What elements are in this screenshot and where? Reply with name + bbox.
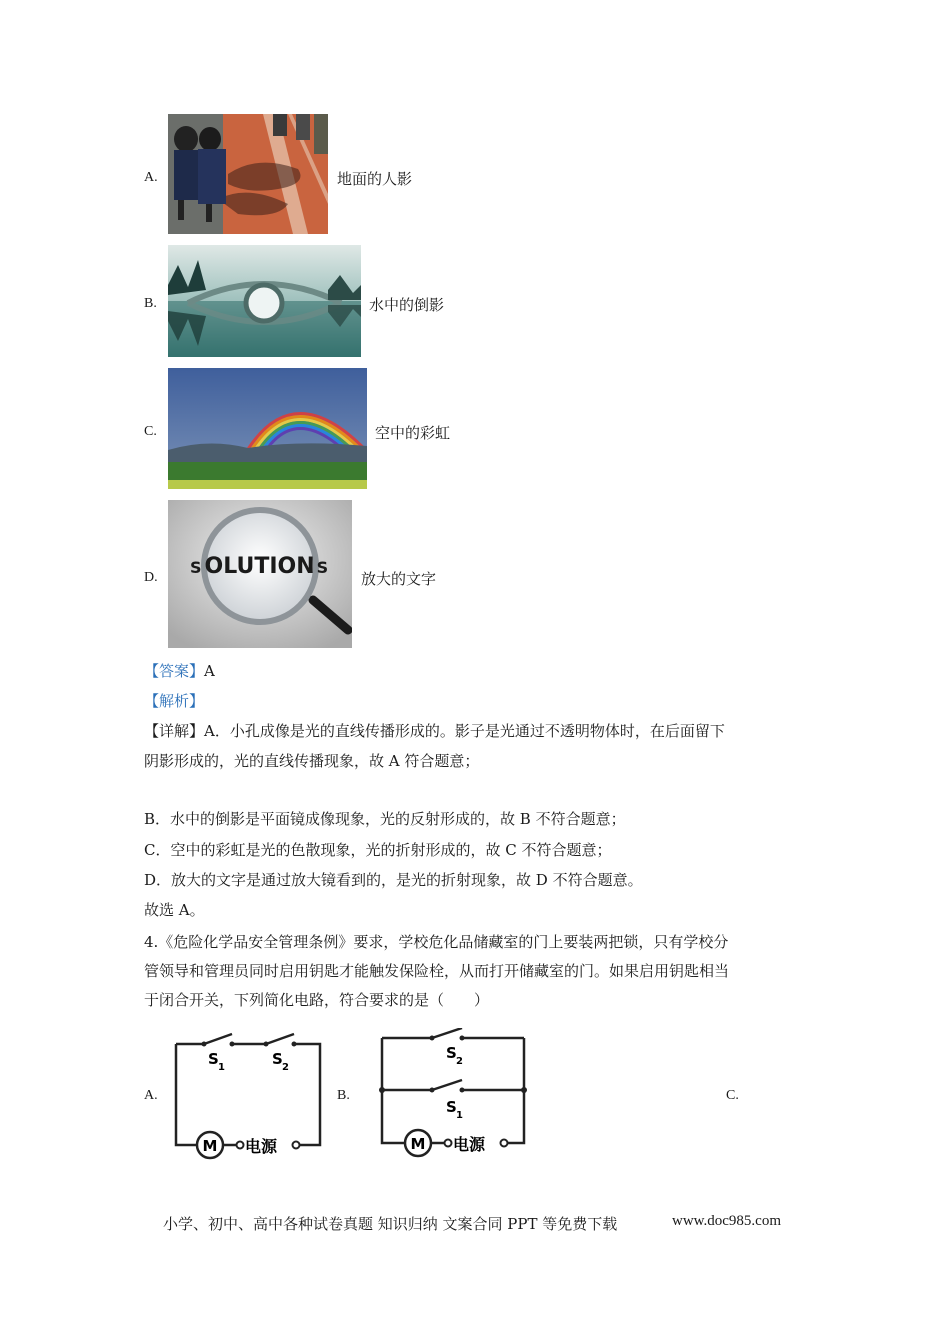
- analysis-tag: 【解析】: [144, 692, 205, 710]
- circuit-b-motor-label: M: [410, 1135, 426, 1153]
- footer-text: 小学、初中、高中各种试卷真题 知识归纳 文案合同 PPT 等免费下载: [163, 1215, 618, 1233]
- circuit-a-source-label: 电源: [245, 1137, 278, 1156]
- question4-line-1: 4.《危险化学品安全管理条例》要求，学校危化品储藏室的门上要装两把锁，只有学校分: [144, 933, 729, 951]
- detail-line-2: 阴影形成的，光的直线传播现象，故 A 符合题意；: [144, 752, 480, 770]
- answer-tag: 【答案】: [144, 662, 205, 680]
- circuit-a-letter: A.: [144, 1088, 158, 1103]
- option-b-caption: 水中的倒影: [369, 296, 445, 314]
- option-b-letter: B.: [144, 296, 157, 311]
- magnifier-right-letter: S: [316, 558, 329, 577]
- circuit-b-s2-sub: 2: [456, 1056, 463, 1067]
- detail-line-4: C．空中的彩虹是光的色散现象，光的折射形成的，故 C 不符合题意；: [144, 841, 612, 859]
- answer-line: [144, 656, 215, 686]
- detail-text-1: A．小孔成像是光的直线传播形成的。影子是光通过不透明物体时，在后面留下: [204, 722, 725, 740]
- rainbow-photo: [168, 368, 367, 489]
- question4-line-2: 管领导和管理员同时启用钥匙才能触发保险栓，从而打开储藏室的门。如果启用钥匙相当: [144, 962, 730, 980]
- circuit-a-s1-label: S: [208, 1050, 219, 1068]
- circuit-b-s2-label: S: [446, 1044, 457, 1062]
- detail-line-3: B．水中的倒影是平面镜成像现象，光的反射形成的，故 B 不符合题意；: [144, 810, 626, 828]
- magnifier-text: OLUTION: [204, 554, 315, 579]
- option-a-letter: A.: [144, 170, 158, 185]
- option-c-letter: C.: [144, 424, 157, 439]
- circuit-a-motor-label: M: [202, 1137, 218, 1155]
- circuit-b-source-label: 电源: [453, 1135, 486, 1154]
- circuit-b-s1-sub: 1: [456, 1110, 463, 1121]
- circuit-a-s1-sub: 1: [218, 1062, 225, 1073]
- detail-line-1: [144, 716, 804, 746]
- magnifier-left-letter: S: [190, 558, 202, 577]
- bridge-reflection-photo: [168, 245, 361, 357]
- circuit-c-letter: C.: [726, 1088, 739, 1103]
- footer-url[interactable]: www.doc985.com: [672, 1213, 782, 1229]
- option-d-letter: D.: [144, 570, 158, 585]
- circuit-b-s1-label: S: [446, 1098, 457, 1116]
- magnifier-photo: [168, 500, 352, 648]
- circuit-a-s2-label: S: [272, 1050, 283, 1068]
- option-d-caption: 放大的文字: [361, 570, 437, 588]
- circuit-b-letter: B.: [337, 1088, 350, 1103]
- shadow-photo: [168, 114, 328, 234]
- detail-line-5: D．放大的文字是通过放大镜看到的，是光的折射现象，故 D 不符合题意。: [144, 871, 643, 889]
- detail-line-6: 故选 A。: [144, 901, 205, 919]
- detail-tag: 【详解】: [144, 722, 205, 740]
- answer-value: A: [204, 662, 215, 680]
- question4-line-3: 于闭合开关，下列简化电路，符合要求的是（ ）: [144, 991, 490, 1009]
- circuit-a-s2-sub: 2: [282, 1062, 289, 1073]
- circuit-b-diagram: [374, 1028, 534, 1158]
- option-c-caption: 空中的彩虹: [375, 424, 451, 442]
- circuit-a-diagram: [168, 1030, 328, 1160]
- option-a-caption: 地面的人影: [337, 170, 413, 188]
